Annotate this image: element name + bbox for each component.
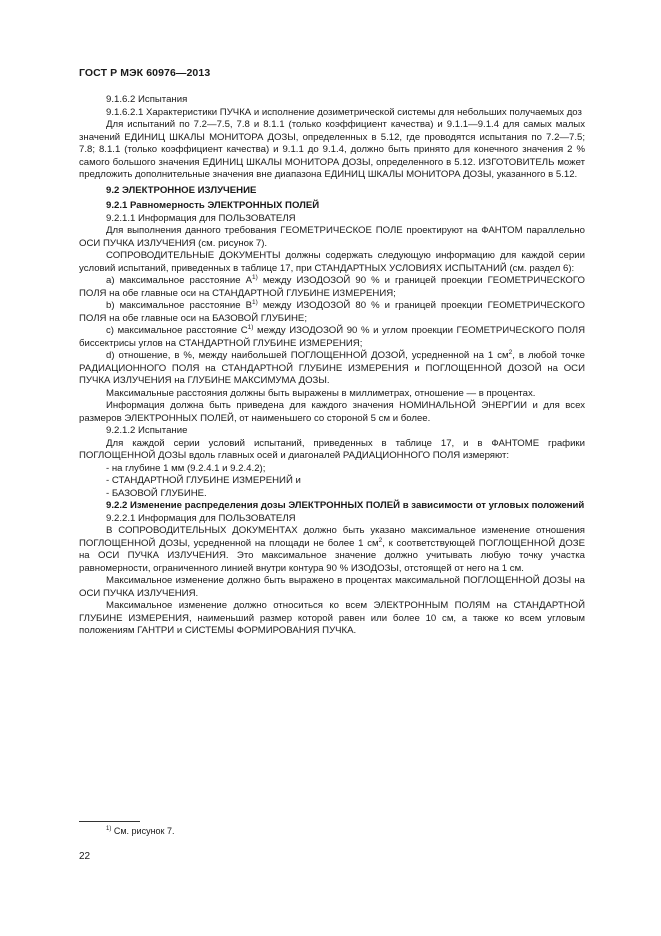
list-item-d: d) отношение, в %, между наибольшей ПОГЛОЩЕННОЙ ДОЗОЙ, усредненной на 1 $см^2$, в любой точке РАДИАЦИОННОГО ПОЛЯ на СТАНДАРТНОЙ ГЛУБИНЕ ИЗМЕРЕНИЯ и ПОГЛОЩЕННОЙ ДОЗОЙ на ОСИ ПУЧКА ИЗЛУЧЕНИЯ на ГЛУБИНЕ МАКСИМУМА ДОЗЫ.: [79, 348, 585, 386]
section-9-2-1-1: 9.2.1.1 Информация для ПОЛЬЗОВАТЕЛЯ: [106, 212, 296, 224]
dash-item: - на глубине 1 мм (9.2.4.1 и 9.2.4.2);: [106, 462, 266, 474]
section-9-2: 9.2 ЭЛЕКТРОННОЕ ИЗЛУЧЕНИЕ: [106, 184, 257, 196]
superscript: 2: [378, 536, 383, 544]
paragraph: Максимальные расстояния должны быть выражены в миллиметрах, отношение — в процентах.: [106, 387, 536, 399]
document-body: [79, 94, 585, 638]
footnote-ref: 1): [252, 273, 258, 281]
list-item-b: b) максимальное расстояние $B^{1)}$ между ИЗОДОЗОЙ 80 % и границей проекции ГЕОМЕТРИЧЕСКОГО ПОЛЯ на обе главные оси на БАЗОВОЙ ГЛУБИНЕ;: [79, 298, 585, 324]
footnote-ref: 1): [252, 298, 258, 306]
footnote-mark: 1): [106, 826, 112, 832]
paragraph: Максимальное изменение должно быть выражено в процентах максимальной ПОГЛОЩЕННОЙ ДОЗЫ на ОСИ ПУЧКА ИЗЛУЧЕНИЯ.: [79, 575, 585, 599]
footnote-text: См. рисунок 7.: [113, 826, 175, 836]
paragraph: Для выполнения данного требования ГЕОМЕТРИЧЕСКОЕ ПОЛЕ проектируют на ФАНТОМ параллельно ОСИ ПУЧКА ИЗЛУЧЕНИЯ (см. рисунок 7).: [79, 225, 585, 249]
list-item-a: a) максимальное расстояние $A^{1)}$ между ИЗОДОЗОЙ 90 % и границей проекции ГЕОМЕТРИЧЕСКОГО ПОЛЯ на обе главные оси на СТАНДАРТНОЙ ГЛУБИНЕ ИЗМЕРЕНИЯ;: [79, 273, 585, 299]
paragraph: Максимальное изменение должно относиться ко всем ЭЛЕКТРОННЫМ ПОЛЯМ на СТАНДАРТНОЙ ГЛУБИНЕ ИЗМЕРЕНИЯ, наименьший размер которой равен или более 10 см, а также ко всем угловым положениям ГАНТРИ и СИСТЕМЫ ФОРМИРОВАНИЯ ПУЧКА.: [79, 600, 585, 636]
document-header: ГОСТ Р МЭК 60976—2013: [79, 67, 211, 79]
paragraph: Для каждой серии условий испытаний, приведенных в таблице 17, и в ФАНТОМЕ графики ПОГЛОЩЕННОЙ ДОЗЫ вдоль главных осей и диагоналей РАДИАЦИОННОГО ПОЛЯ измеряют:: [79, 437, 585, 461]
dash-item: - СТАНДАРТНОЙ ГЛУБИНЕ ИЗМЕРЕНИЙ и: [106, 475, 301, 486]
section-9-1-6-2: 9.1.6.2 Испытания: [106, 94, 188, 105]
page-number: 22: [79, 851, 91, 862]
section-9-2-1-2: 9.2.1.2 Испытание: [106, 425, 188, 436]
section-9-2-2: 9.2.2 Изменение распределения дозы ЭЛЕКТРОННЫХ ПОЛЕЙ в зависимости от угловых положений: [106, 500, 585, 511]
paragraph: Информация должна быть приведена для каждого значения НОМИНАЛЬНОЙ ЭНЕРГИИ и для всех размеров ЭЛЕКТРОННЫХ ПОЛЕЙ, от наименьшего со стороной 5 см и более.: [79, 400, 585, 424]
paragraph: В СОПРОВОДИТЕЛЬНЫХ ДОКУМЕНТАХ должно быть указано максимальное изменение отношения ПОГЛОЩЕННОЙ ДОЗЫ, усредненной на площади не более 1 $см^2$, к соответствующей ПОГЛОЩЕННОЙ ДОЗЕ на ОСИ ПУЧКА ИЗЛУЧЕНИЯ. Это максимальное значение должно учитывать любую точку участка равномерности, ограниченного линией внутри контура 90 % ИЗОДОЗЫ, отстоящей от него на 1 см.: [79, 525, 585, 574]
paragraph: Для испытаний по 7.2—7.5, 7.8 и 8.1.1 (только коэффициент качества) и 9.1.1—9.1.4 для самых малых значений ЕДИНИЦ ШКАЛЫ МОНИТОРА ДОЗЫ, определенных в 5.12, где проводятся испытания по 7.2—7.5; 7.8; 8.1.1 (только коэффициент качества) и 9.1.1 до 9.1.4, должно быть принято для конечного значения 2 % самого большого значения ЕДИНИЦ ШКАЛЫ МОНИТОРА ДОЗЫ, определенного в 5.12. ИЗГОТОВИТЕЛЬ может предложить дополнительные значения вне диапазона ЕДИНИЦ ШКАЛЫ МОНИТОРА ДОЗЫ, указанного в 5.12.: [79, 119, 585, 180]
section-9-2-1: 9.2.1 Равномерность ЭЛЕКТРОННЫХ ПОЛЕЙ: [106, 200, 320, 211]
superscript: 2: [508, 348, 513, 356]
dash-item: - БАЗОВОЙ ГЛУБИНЕ.: [106, 487, 207, 499]
section-9-1-6-2-1: 9.1.6.2.1 Характеристики ПУЧКА и исполнение дозиметрической системы для небольших получаемых доз: [106, 106, 582, 118]
list-item-c: c) максимальное расстояние $C^{1)}$ между ИЗОДОЗОЙ 90 % и углом проекции ГЕОМЕТРИЧЕСКОГО ПОЛЯ биссектрисы углов на СТАНДАРТНОЙ ГЛУБИНЕ ИЗМЕРЕНИЯ;: [79, 323, 586, 349]
footnote: [106, 826, 175, 836]
paragraph: СОПРОВОДИТЕЛЬНЫЕ ДОКУМЕНТЫ должны содержать следующую информацию для каждой серии условий испытаний, приведенных в таблице 17, при СТАНДАРТНЫХ УСЛОВИЯХ ИСПЫТАНИЙ (см. раздел 6):: [79, 250, 585, 274]
footnote-ref: 1): [247, 323, 254, 331]
footnote-divider: [79, 821, 140, 822]
section-9-2-2-1: 9.2.2.1 Информация для ПОЛЬЗОВАТЕЛЯ: [106, 512, 296, 524]
